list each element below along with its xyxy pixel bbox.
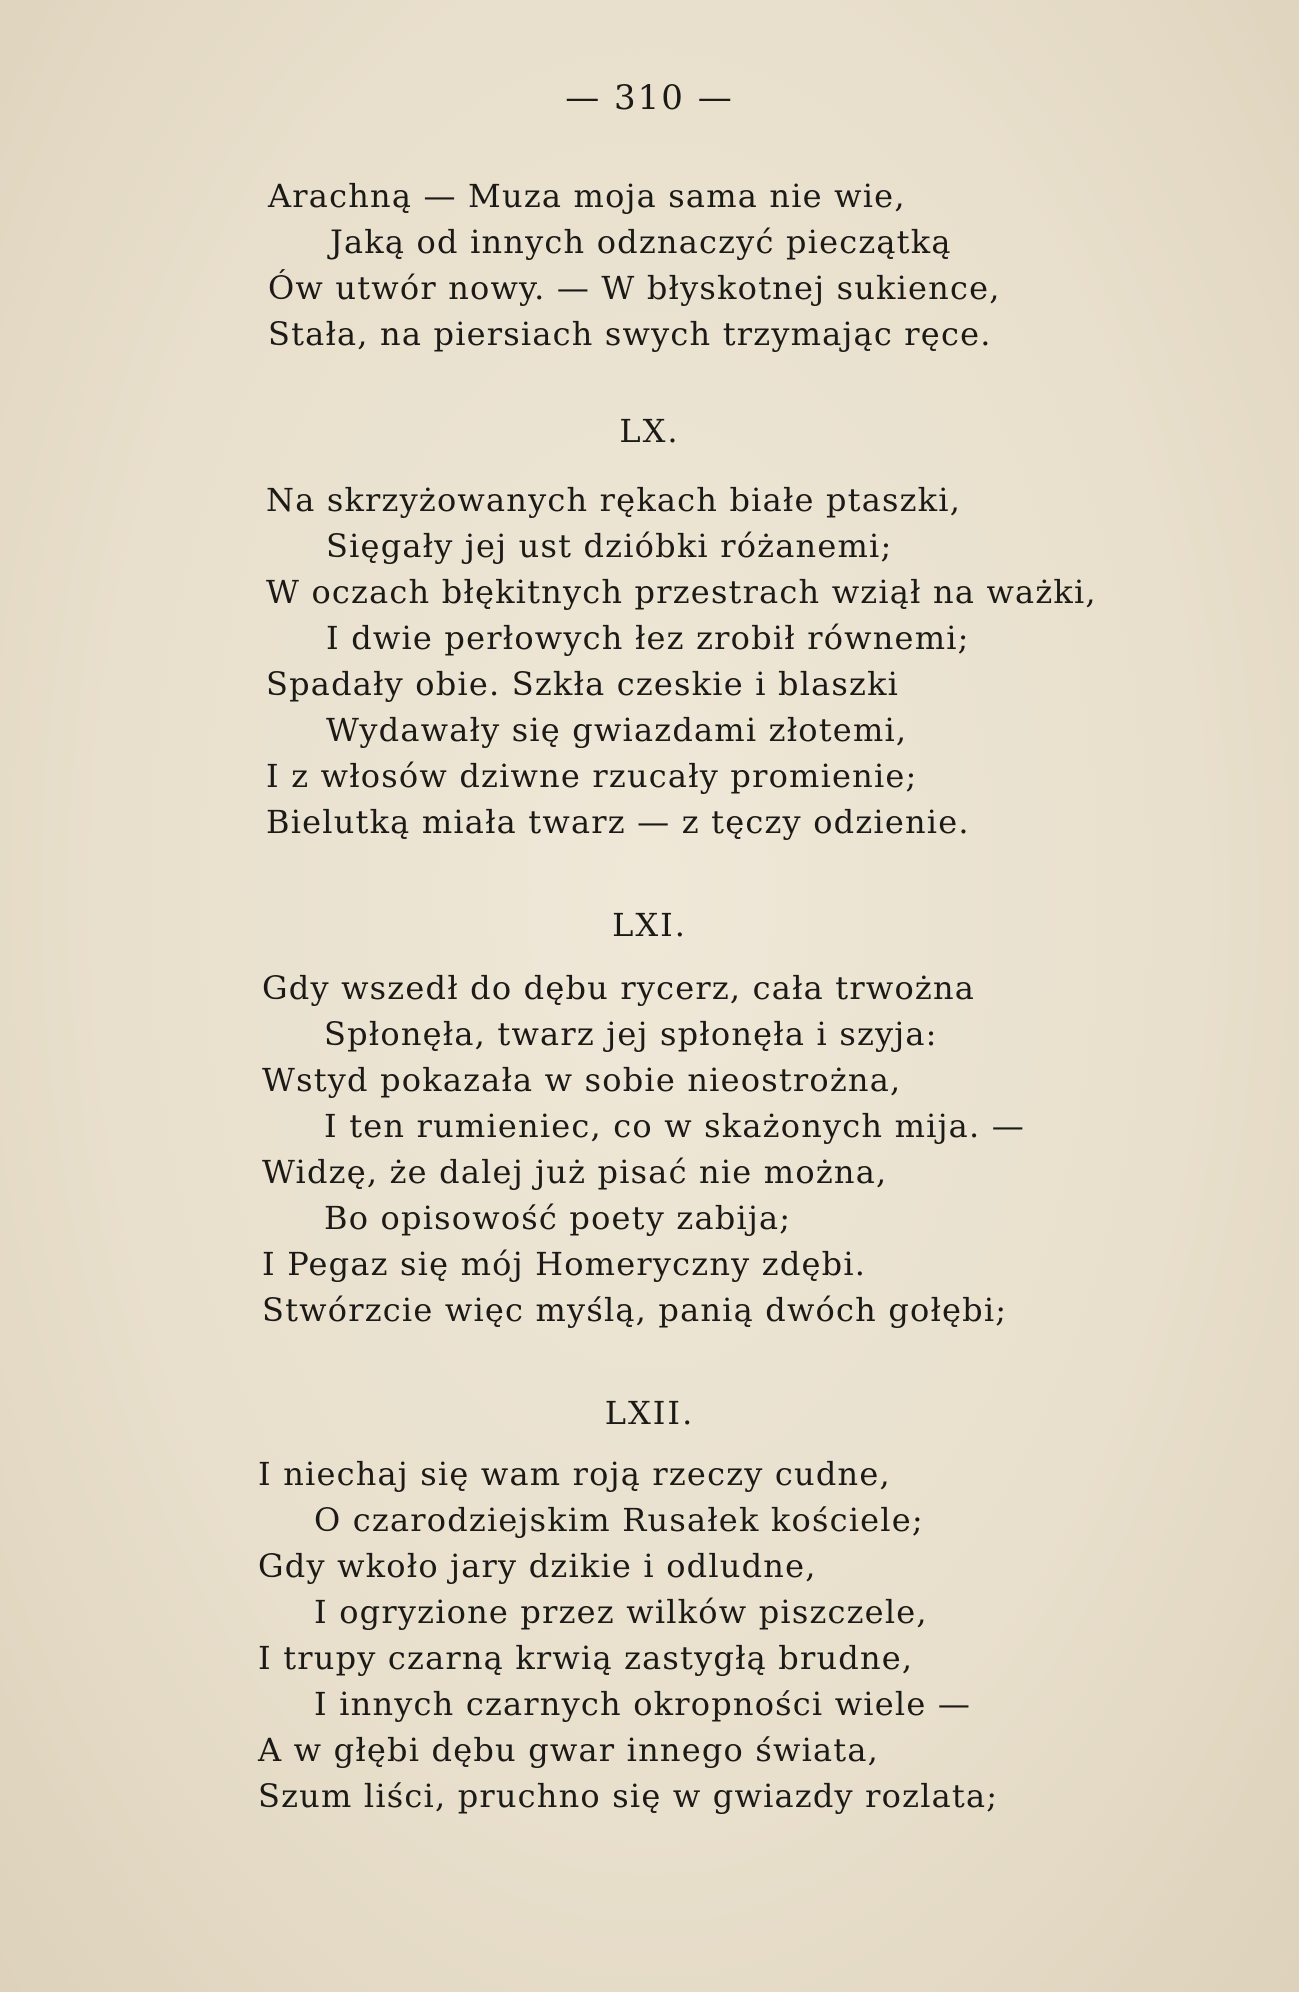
verse-line: I trupy czarną krwią zastygłą brudne, [258, 1639, 914, 1677]
verse-line: I innych czarnych okropności wiele — [314, 1685, 972, 1723]
verse-line: O czarodziejskim Rusałek kościele; [314, 1501, 924, 1539]
verse-line: Bo opisowość poety zabija; [324, 1199, 792, 1237]
verse-line: Widzę, że dalej już pisać nie można, [262, 1153, 888, 1191]
verse-line: I Pegaz się mój Homeryczny zdębi. [262, 1245, 867, 1283]
verse-line: Arachną — Muza moja sama nie wie, [268, 177, 906, 215]
verse-line: I dwie perłowych łez zrobił równemi; [326, 619, 970, 657]
verse-line: Spłonęła, twarz jej spłonęła i szyja: [324, 1015, 938, 1053]
verse-line: I ogryzione przez wilków piszczele, [314, 1593, 928, 1631]
verse-line: Gdy wszedł do dębu rycerz, cała trwożna [262, 969, 976, 1007]
stanza-number-lxii: LXII. [604, 1394, 695, 1432]
verse-line: W oczach błękitnych przestrach wziął na ważki, [266, 573, 1097, 611]
verse-line: Ów utwór nowy. — W błyskotnej sukience, [268, 269, 1001, 307]
verse-line: I z włosów dziwne rzucały promienie; [266, 757, 918, 795]
stanza-number-lx: LX. [619, 412, 680, 450]
verse-line: A w głębi dębu gwar innego świata, [258, 1731, 879, 1769]
verse-line: Bielutką miała twarz — z tęczy odzienie. [266, 803, 970, 841]
verse-line: I ten rumieniec, co w skażonych mija. — [324, 1107, 1025, 1145]
verse-line: Stwórzcie więc myślą, panią dwóch gołębi; [262, 1291, 1008, 1329]
stanza-number-lxi: LXI. [612, 906, 687, 944]
verse-line: Gdy wkoło jary dzikie i odludne, [258, 1547, 817, 1585]
verse-line: Na skrzyżowanych rękach białe ptaszki, [266, 481, 962, 519]
verse-line: I niechaj się wam roją rzeczy cudne, [258, 1455, 891, 1493]
verse-line: Jaką od innych odznaczyć pieczątką [330, 223, 952, 261]
verse-line: Spadały obie. Szkła czeskie i blaszki [266, 665, 900, 703]
page-number: — 310 — [565, 78, 734, 118]
verse-line: Wydawały się gwiazdami złotemi, [326, 711, 908, 749]
verse-line: Sięgały jej ust dzióbki różanemi; [326, 527, 893, 565]
verse-line: Szum liści, pruchno się w gwiazdy rozlata; [258, 1777, 999, 1815]
verse-line: Wstyd pokazała w sobie nieostrożna, [262, 1061, 902, 1099]
verse-line: Stała, na piersiach swych trzymając ręce. [268, 315, 992, 353]
